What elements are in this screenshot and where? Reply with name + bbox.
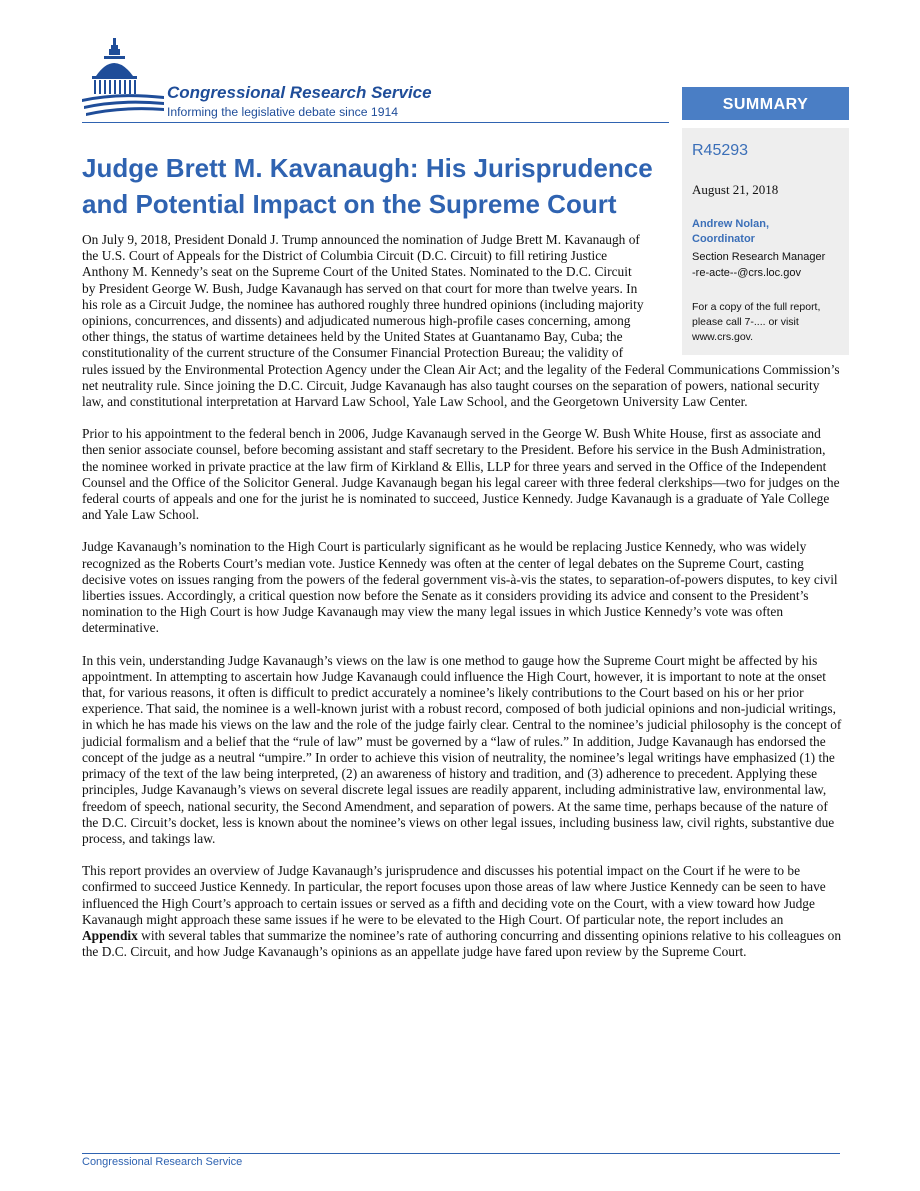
body-paragraph: On July 9, 2018, President Donald J. Trump announced the nomination of Judge Brett M. Kavanaugh of the U.S. Court of Appeals for the District of Columbia Circuit (D.C. Circuit) to fill retiring Justice Anthony M. Kennedy’s seat on the Supreme Court of the United States. Nominated to the D.C. Circuit by President George W. Bush, Judge Kavanaugh has served on that court for more than twelve years. In his role as a Circuit Judge, the nominee has authored roughly three hundred opinions (including majority opinions, concurrences, and dissents) and adjudicated numerous high-profile cases concerning, among other things, the status of wartime detainees held by the United States at Guantanamo Bay, Cuba; the constitutionality of the current structure of the Consumer Financial Protection Bureau; the validity of rules issued by the Environmental Protection Agency under the Clean Air Act; and the legality of the Federal Communications Commission’s net neutrality rule. Since joining the D.C. Circuit, Judge Kavanaugh has also taught courses on the separation of powers, national security law, and constitutional interpretation at Harvard Law School, Yale Law School, and the Georgetown University Law Center. [82,232,840,410]
body-paragraph: Judge Kavanaugh’s nomination to the High Court is particularly significant as he would be replacing Justice Kennedy, who was widely recognized as the Roberts Court’s median vote. Justice Kennedy was often at the center of legal debates on the Supreme Court, casting decisive votes on issues ranging from the powers of the federal government vis-à-vis the states, to separation-of-powers disputes, to key civil liberties issues. Accordingly, a critical question now before the Senate as it considers providing its advice and consent to the President’s nomination to the High Court is how Judge Kavanaugh may view the many legal issues in which Justice Kennedy’s vote was often determinative. [82,539,838,636]
final-text-after: with several tables that summarize the nominee’s rate of authoring concurring and dissenting opinions relative to his colleagues on the D.C. Circuit, and how Judge Kavanaugh’s opinions as an appellate judge have fared upon review by the Supreme Court. [82,927,842,960]
body-paragraph: In this vein, understanding Judge Kavanaugh’s views on the law is one method to gauge how the Supreme Court might be affected by his appointment. In attempting to ascertain how Judge Kavanaugh could influence the High Court, however, it is important to note at the onset that, for various reasons, it often is difficult to predict accurately a nominee’s likely contributions to the Court based on his or her prior experience. That said, the nominee is a well-known jurist with a robust record, composed of both judicial opinions and non-judicial writings, in which he has made his views on the law and the role of the judge fairly clear. Central to the nominee’s judicial philosophy is the concept of judicial formalism and a belief that the “rule of law” must be governed by a “law of rules.” In addition, Judge Kavanaugh has endorsed the concept of the judge as a neutral “umpire.” In order to achieve this vision of neutrality, the nominee’s legal writings have emphasized (1) the primacy of the text of the law being interpreted, (2) an awareness of history and tradition, and (3) adherence to precedent. Applying these principles, Judge Kavanaugh’s views on several discrete legal issues are readily apparent, including administrative law, environmental law, freedom of speech, national security, the Second Amendment, and separation of powers. At the same time, perhaps because of the nature of the D.C. Circuit’s docket, less is known about the nominee’s views on other legal issues, including business law, civil rights, substantive due process, and takings law. [82,652,842,846]
footer-label: Congressional Research Service [82,1156,243,1168]
author-email[interactable]: -re-acte--@crs.loc.gov [692,267,801,279]
report-id: R45293 [692,142,749,159]
org-name: Congressional Research Service [167,83,432,102]
summary-box-wrap-space [648,232,842,360]
summary-heading: SUMMARY [682,87,849,120]
copy-note: For a copy of the full report, please call 7-.... or visit www.crs.gov. [692,301,821,343]
header-divider [82,122,669,123]
author-role: Coordinator [692,233,755,245]
org-tagline: Informing the legislative debate since 1914 [167,105,399,119]
body-paragraph-final [82,863,842,960]
capitol-dome-icon [82,36,164,122]
author-title: Section Research Manager [692,251,826,263]
appendix-ref: Appendix [82,927,138,943]
report-title: Judge Brett M. Kavanaugh: His Jurisprudence and Potential Impact on the Supreme Court [82,153,653,219]
author-name: Andrew Nolan, [692,218,770,230]
footer-divider [82,1153,840,1154]
final-text-before: This report provides an overview of Judge Kavanaugh’s jurisprudence and discusses his potential impact on the Court if he were to be confirmed to succeed Justice Kennedy. In particular, the report focuses upon those areas of law where Justice Kennedy can be seen to have influenced the High Court’s approach to certain issues or served as a fifth and deciding vote on the Court, with a view toward how Judge Kavanaugh might approach these same issues if he were to be elevated to the High Court. Of particular note, the report includes an [82,863,826,927]
report-date: August 21, 2018 [692,182,779,197]
body-paragraph: Prior to his appointment to the federal bench in 2006, Judge Kavanaugh served in the George W. Bush White House, first as associate and then senior associate counsel, before becoming assistant and staff secretary to the President. Before his service in the Bush Administration, the nominee worked in private practice at the law firm of Kirkland & Ellis, LLP for three years and served in the Office of the Independent Counsel and the Office of the Solicitor General. Judge Kavanaugh began his legal career with three federal clerkships—two for judges on the federal courts of appeals and one for the jurist he is nominated to succeed, Justice Kennedy. Judge Kavanaugh is a graduate of Yale College and Yale Law School. [82,426,840,523]
crs-logo [82,36,482,126]
summary-body [82,232,842,976]
